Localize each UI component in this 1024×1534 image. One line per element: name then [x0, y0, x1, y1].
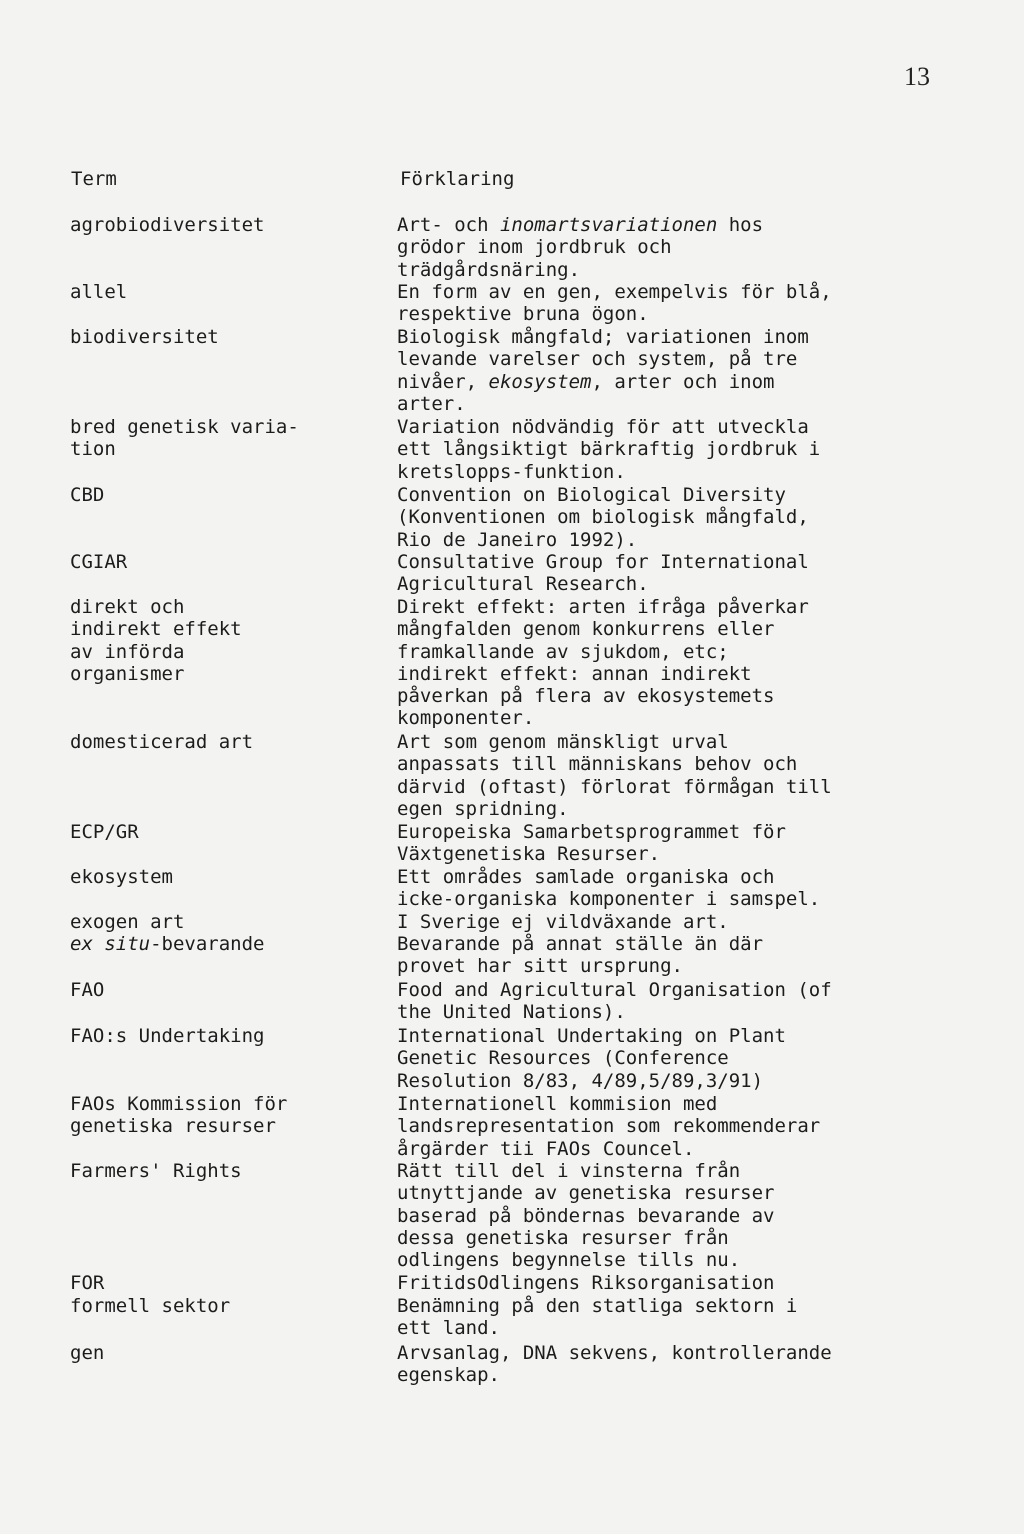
glossary-term: direkt och indirekt effekt av införda organismer — [70, 596, 242, 685]
glossary-term: bred genetisk varia- tion — [70, 416, 299, 461]
glossary-definition: I Sverige ej vildväxande art. — [397, 911, 729, 933]
glossary-definition: International Undertaking on Plant Genetic Resources (Conference Resolution 8/83, 4/89,5/89,3/91) — [397, 1025, 786, 1092]
glossary-term: domesticerad art — [70, 731, 254, 753]
definition-column-header: Förklaring — [400, 168, 515, 190]
glossary-term: agrobiodiversitet — [70, 214, 265, 236]
glossary-definition: Food and Agricultural Organisation (of the United Nations). — [397, 979, 832, 1024]
glossary-definition: Europeiska Samarbetsprogrammet för Växtgenetiska Resurser. — [397, 821, 786, 866]
glossary-definition: Convention on Biological Diversity (Konventionen om biologisk mångfald, Rio de Janeiro 1992). — [397, 484, 809, 551]
glossary-term: CGIAR — [70, 551, 128, 573]
glossary-term: FAO — [70, 979, 105, 1001]
glossary-term: gen — [70, 1342, 105, 1364]
glossary-term: FAOs Kommission för genetiska resurser — [70, 1093, 288, 1138]
term-column-header: Term — [71, 168, 117, 190]
glossary-definition: Benämning på den statliga sektorn i ett land. — [397, 1295, 798, 1340]
glossary-definition: Consultative Group for International Agricultural Research. — [397, 551, 809, 596]
glossary-term: exogen art — [70, 911, 185, 933]
glossary-definition: Variation nödvändig för att utveckla ett långsiktigt bärkraftig jordbruk i kretslopps-funktion. — [397, 416, 821, 483]
glossary-definition: Biologisk mångfald; variationen inom levande varelser och system, på tre nivåer, ekosystem, arter och inom arter. — [397, 326, 809, 415]
glossary-definition: Internationell kommision med landsrepresentation som rekommenderar årgärder tii FAOs Councel. — [397, 1093, 821, 1160]
glossary-term: biodiversitet — [70, 326, 219, 348]
glossary-term: FOR — [70, 1272, 105, 1294]
glossary-definition: Art som genom mänskligt urval anpassats till människans behov och därvid (oftast) förlorat förmågan till egen spridning. — [397, 731, 832, 820]
glossary-term: formell sektor — [70, 1295, 231, 1317]
glossary-definition: FritidsOdlingens Riksorganisation — [397, 1272, 775, 1294]
glossary-term: FAO:s Undertaking — [70, 1025, 265, 1047]
page-number: 13 — [904, 62, 930, 91]
glossary-term: CBD — [70, 484, 105, 506]
glossary-definition: Arvsanlag, DNA sekvens, kontrollerande egenskap. — [397, 1342, 832, 1387]
glossary-definition: Rätt till del i vinsterna från utnyttjande av genetiska resurser baserad på böndernas bevarande av dessa genetiska resurser från odlingens begynnelse tills nu. — [397, 1160, 775, 1272]
glossary-term: allel — [70, 281, 128, 303]
glossary-definition: Bevarande på annat ställe än där provet har sitt ursprung. — [397, 933, 764, 978]
glossary-term: Farmers' Rights — [70, 1160, 242, 1182]
glossary-definition: Ett områdes samlade organiska och icke-organiska komponenter i samspel. — [397, 866, 821, 911]
glossary-definition: Art- och inomartsvariationen hos grödor inom jordbruk och trädgårdsnäring. — [397, 214, 764, 281]
glossary-term: ECP/GR — [70, 821, 139, 843]
glossary-definition: Direkt effekt: arten ifråga påverkar mångfalden genom konkurrens eller framkallande av sjukdom, etc; indirekt effekt: annan indirekt påverkan på flera av ekosystemets komponenter. — [397, 596, 809, 730]
glossary-term: ex situ-bevarande — [70, 933, 265, 955]
glossary-definition: En form av en gen, exempelvis för blå, respektive bruna ögon. — [397, 281, 832, 326]
glossary-term: ekosystem — [70, 866, 173, 888]
